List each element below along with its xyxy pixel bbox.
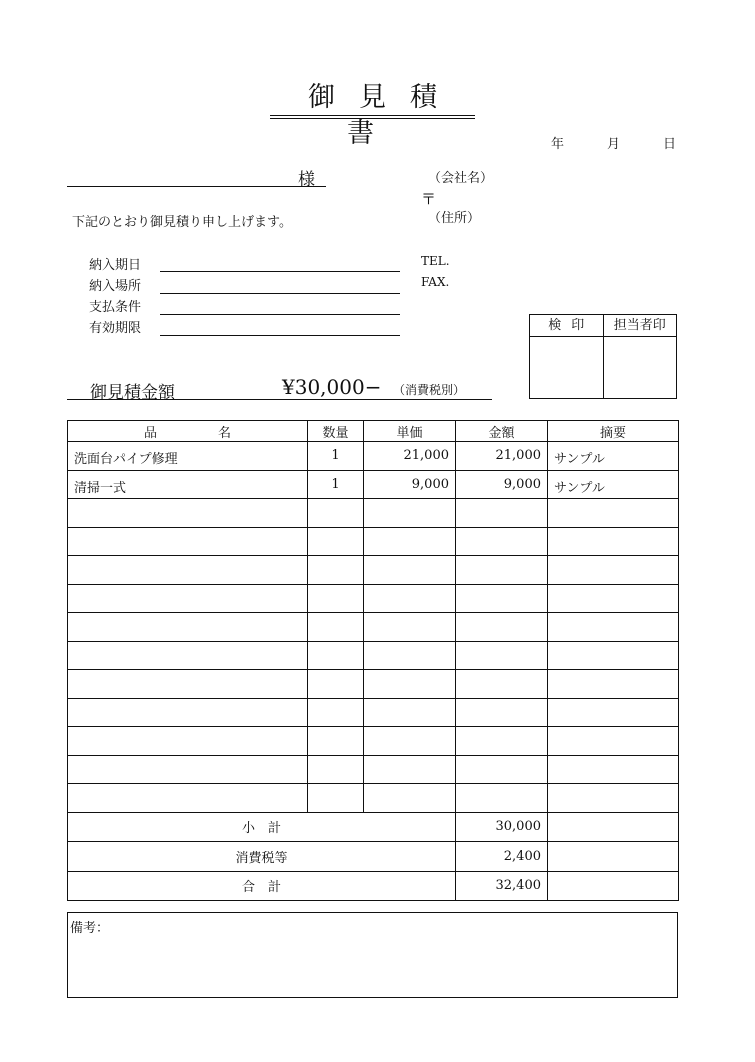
cell-item[interactable] [68, 727, 308, 756]
header-unit-price: 単価 [364, 421, 456, 442]
cell-item[interactable] [68, 698, 308, 727]
cell-item[interactable]: 清掃一式 [68, 470, 308, 499]
tax-row [68, 842, 679, 872]
cell-qty[interactable] [308, 556, 364, 585]
cell-amount[interactable] [456, 784, 548, 813]
cell-item[interactable] [68, 556, 308, 585]
stamp-person-label: 担当者印 [613, 318, 666, 333]
cell-note[interactable] [548, 584, 679, 613]
cell-item[interactable] [68, 784, 308, 813]
table-row [68, 784, 679, 813]
condition-validity-label: 有効期限 [89, 321, 142, 336]
items-table [67, 420, 679, 901]
cell-item[interactable] [68, 584, 308, 613]
cell-qty[interactable] [308, 641, 364, 670]
cell-note[interactable] [548, 727, 679, 756]
document-title: 御見積書 [308, 82, 461, 149]
cell-unit-price[interactable] [364, 527, 456, 556]
cell-qty[interactable] [308, 584, 364, 613]
quote-total-tax-note: （消費税別） [393, 383, 466, 397]
header-amount: 金額 [456, 421, 548, 442]
cell-amount[interactable]: 21,000 [456, 442, 548, 471]
cell-unit-price[interactable] [364, 584, 456, 613]
cell-item[interactable] [68, 641, 308, 670]
cell-item[interactable] [68, 670, 308, 699]
cell-note[interactable] [548, 784, 679, 813]
cell-unit-price[interactable] [364, 613, 456, 642]
cell-qty[interactable] [308, 670, 364, 699]
cell-amount[interactable] [456, 670, 548, 699]
cell-note[interactable] [548, 499, 679, 528]
cell-unit-price[interactable] [364, 784, 456, 813]
cell-item[interactable]: 洗面台パイプ修理 [68, 442, 308, 471]
cell-unit-price[interactable] [364, 556, 456, 585]
subtotal-row [68, 812, 679, 842]
cell-amount[interactable] [456, 499, 548, 528]
table-row [68, 499, 679, 528]
cell-note[interactable] [548, 670, 679, 699]
grand-total-amount[interactable]: 32,400 [456, 871, 548, 901]
date-month[interactable]: 月 [607, 137, 621, 152]
cell-unit-price[interactable]: 21,000 [364, 442, 456, 471]
cell-note[interactable] [548, 755, 679, 784]
cell-amount[interactable] [456, 698, 548, 727]
remarks-box[interactable] [67, 912, 678, 998]
cell-amount[interactable]: 9,000 [456, 470, 548, 499]
cell-note[interactable] [548, 698, 679, 727]
grand-total-row [68, 871, 679, 901]
cell-unit-price[interactable] [364, 755, 456, 784]
issuer-tel-label: TEL. [421, 254, 450, 268]
quote-total-label: 御見積金額 [90, 383, 175, 403]
cell-note[interactable]: サンプル [548, 470, 679, 499]
table-row [68, 442, 679, 471]
cell-qty[interactable] [308, 698, 364, 727]
table-row [68, 727, 679, 756]
cell-qty[interactable] [308, 499, 364, 528]
quote-total-amount: ¥30,000− [282, 375, 382, 399]
grand-total-note[interactable] [548, 871, 679, 901]
table-row [68, 670, 679, 699]
cell-unit-price[interactable] [364, 641, 456, 670]
cell-note[interactable] [548, 613, 679, 642]
condition-validity-field[interactable] [160, 335, 400, 336]
recipient-name-field[interactable] [67, 186, 326, 187]
condition-delivery-place-label: 納入場所 [89, 279, 142, 294]
table-row [68, 641, 679, 670]
cell-item[interactable] [68, 755, 308, 784]
condition-payment-terms-field[interactable] [160, 314, 400, 315]
stamp-inspection-label: 検印 [530, 315, 604, 336]
issuer-postal-mark: 〒 [421, 190, 437, 208]
stamp-person-cell[interactable] [604, 337, 677, 399]
cell-amount[interactable] [456, 755, 548, 784]
remarks-label: 備考： [70, 921, 110, 936]
subtotal-amount[interactable]: 30,000 [456, 812, 548, 842]
cell-note[interactable] [548, 556, 679, 585]
subtotal-note[interactable] [548, 812, 679, 842]
cell-note[interactable] [548, 527, 679, 556]
condition-delivery-date-label: 納入期日 [89, 258, 142, 273]
table-row [68, 527, 679, 556]
cell-qty[interactable]: 1 [308, 442, 364, 471]
cell-item[interactable] [68, 499, 308, 528]
tax-amount[interactable]: 2,400 [456, 842, 548, 872]
tax-label: 消費税等 [68, 842, 456, 872]
title-underline-double [270, 118, 475, 119]
condition-delivery-date-field[interactable] [160, 271, 400, 272]
header-note: 摘要 [548, 421, 679, 442]
cell-qty[interactable] [308, 755, 364, 784]
subtotal-label: 小 計 [68, 812, 456, 842]
cell-item[interactable] [68, 613, 308, 642]
cell-amount[interactable] [456, 613, 548, 642]
cell-unit-price[interactable] [364, 727, 456, 756]
cell-note[interactable]: サンプル [548, 442, 679, 471]
cell-unit-price[interactable] [364, 670, 456, 699]
issuer-address-label: （住所） [428, 211, 481, 226]
header-item: 品 名 [68, 421, 308, 442]
date-day[interactable]: 日 [663, 137, 677, 152]
grand-total-label: 合 計 [68, 871, 456, 901]
table-row [68, 613, 679, 642]
quote-total-underline [67, 399, 492, 400]
items-header-row [68, 421, 679, 442]
issuer-company-label: （会社名） [428, 171, 494, 186]
condition-payment-terms-label: 支払条件 [89, 300, 142, 315]
cell-note[interactable] [548, 641, 679, 670]
cell-amount[interactable] [456, 641, 548, 670]
table-row [68, 698, 679, 727]
cell-amount[interactable] [456, 527, 548, 556]
cell-qty[interactable] [308, 784, 364, 813]
condition-delivery-place-field[interactable] [160, 293, 400, 294]
cell-amount[interactable] [456, 727, 548, 756]
cell-unit-price[interactable] [364, 698, 456, 727]
cell-qty[interactable] [308, 727, 364, 756]
table-row [68, 556, 679, 585]
cell-item[interactable] [68, 527, 308, 556]
table-row [68, 470, 679, 499]
cell-qty[interactable]: 1 [308, 470, 364, 499]
stamp-box [529, 314, 677, 399]
table-row [68, 755, 679, 784]
cell-unit-price[interactable] [364, 499, 456, 528]
header-qty: 数量 [308, 421, 364, 442]
cell-unit-price[interactable]: 9,000 [364, 470, 456, 499]
issuer-fax-label: FAX. [421, 275, 450, 289]
cell-amount[interactable] [456, 556, 548, 585]
table-row [68, 584, 679, 613]
tax-note[interactable] [548, 842, 679, 872]
stamp-inspection-cell[interactable] [530, 337, 604, 399]
date-year[interactable]: 年 [551, 137, 565, 152]
cell-qty[interactable] [308, 527, 364, 556]
title-underline [270, 115, 475, 116]
recipient-honorific: 様 [298, 170, 315, 190]
cell-qty[interactable] [308, 613, 364, 642]
cell-amount[interactable] [456, 584, 548, 613]
intro-text: 下記のとおり御見積り申し上げます。 [72, 215, 292, 230]
